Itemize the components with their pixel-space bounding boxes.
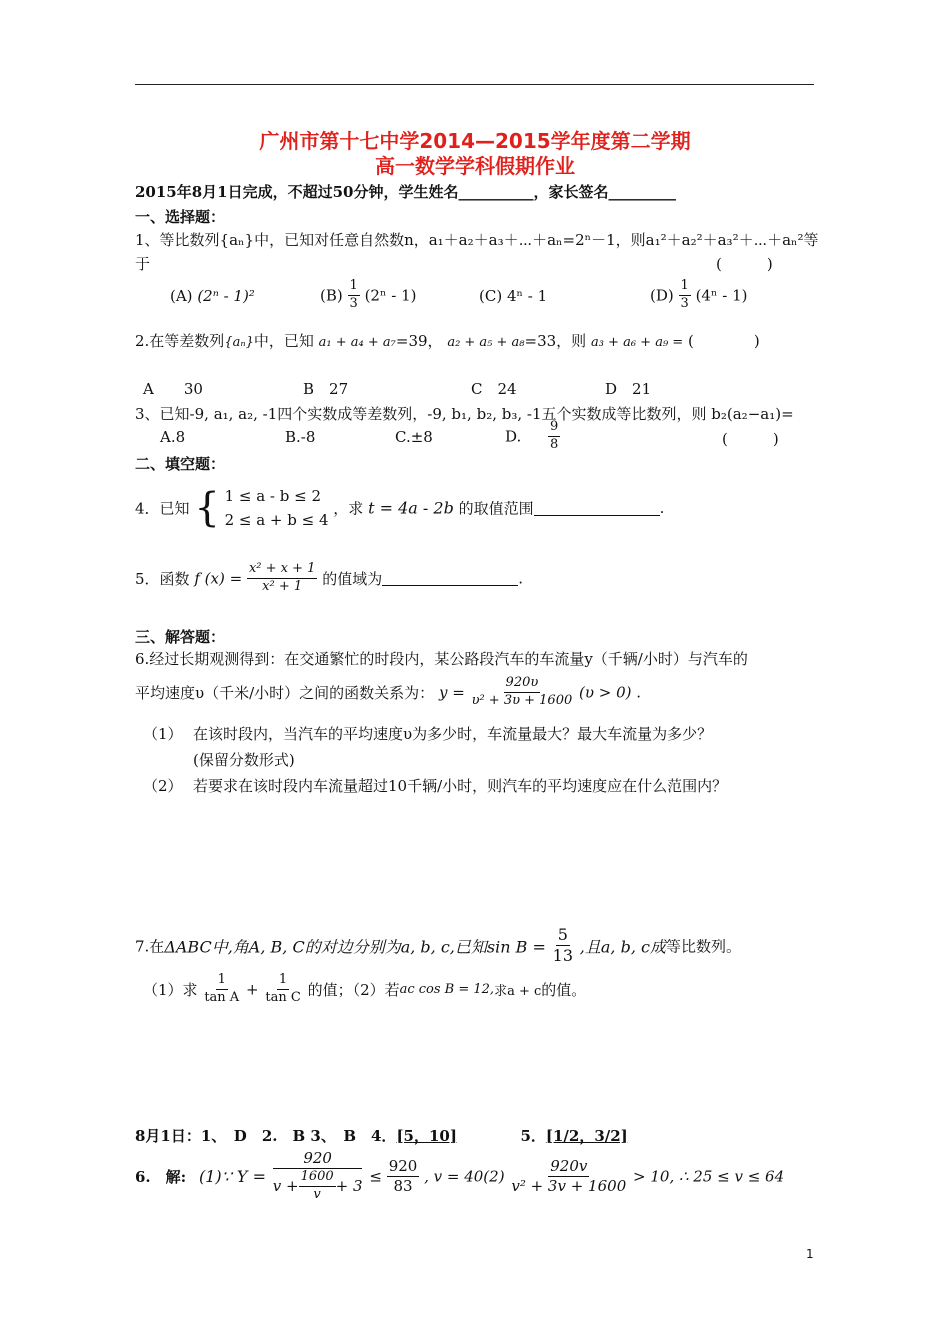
section-3-heading: 三、解答题： xyxy=(135,628,226,646)
q1-option-c: (C) 4ⁿ - 1 xyxy=(479,287,548,305)
q6-part-1-text: 在该时段内，当汽车的平均速度υ为多少时，车流量最大？最大车流量为多少？ xyxy=(193,725,713,743)
q2-option-a: A 30 xyxy=(143,380,203,398)
section-2-heading: 二、填空题： xyxy=(135,455,226,473)
header-line: 2015年8月1日完成，不超过50分钟，学生姓名__________，家长签名_________ xyxy=(135,183,676,201)
q3-option-c: C.±8 xyxy=(395,428,433,446)
q6-part-1-note: (保留分数形式) xyxy=(193,751,295,769)
q4-line: 4．已知 { 1 ≤ a - b ≤ 2 2 ≤ a + b ≤ 4 ，求 t = 4a - 2b 的取值范围 . xyxy=(135,485,665,531)
q3-option-b: B.-8 xyxy=(285,428,316,446)
q1-text-2: 于 xyxy=(135,255,151,273)
q5-answer-blank xyxy=(382,571,518,586)
section-1-heading: 一、选择题： xyxy=(135,208,226,226)
q4-inequality-2: 2 ≤ a + b ≤ 4 xyxy=(224,511,329,529)
q6-line-1: 6.经过长期观测得到：在交通繁忙的时段内，某公路段汽车的车流量y（千辆/小时）与汽车的 xyxy=(135,650,748,668)
q3-option-d: D. $\frac{9}{8}$ xyxy=(505,419,559,452)
q2-option-c: C 24 xyxy=(471,380,517,398)
q1-option-a: (A) (2ⁿ - 1)² xyxy=(170,287,255,305)
q3-option-a: A.8 xyxy=(160,428,186,446)
q6-line-2: 平均速度υ（千米/小时）之间的函数关系为： y = $\frac{920\upsilon}{\text{υ² + 3υ + 1600}}$ (υ > 0) . xyxy=(135,675,642,708)
q7-line-1: 7.在ΔABC中,角A, B, C的对边分别为a, b, c,已知sin B = $\frac{5}{13}$ ,且a, b, c成等比数列。 xyxy=(135,925,741,966)
answer-4: [5，10] xyxy=(396,1127,457,1145)
q7-line-2: （1）求 $\frac{1}{\text{tan A}}$ + $\frac{1}{\text{tan C}}$ 的值；（2）若ac cos B = 12,求a + c的值。 xyxy=(143,972,587,1005)
q1-option-b: (B) $\frac{1}{3}$ (2ⁿ - 1) xyxy=(320,278,417,311)
top-rule xyxy=(135,84,814,85)
q2-line: 2.在等差数列{aₙ}中，已知 a₁ + a₄ + a₇=39， a₂ + a₅ + a₈=33，则 a₃ + a₆ + a₉ = xyxy=(135,332,684,350)
answers-line-1: 8月1日：1、 D 2. B 3、 B 4．[5，10] 5．[1/2，3/2] xyxy=(135,1125,670,1146)
q4-inequality-1: 1 ≤ a - b ≤ 2 xyxy=(224,487,322,505)
q4-answer-blank xyxy=(534,501,660,516)
q3-text: 3、已知-9, a₁, a₂, -1四个实数成等差数列，-9, b₁, b₂, b₃, -1五个实数成等比数列，则 b₂(a₂−a₁)= xyxy=(135,405,794,423)
q6-part-2-number: （2） xyxy=(143,777,183,795)
answers-line-2: 6. 解: (1)∵ Y = 920 v + $\frac{1600}{v}$ + 3 ≤ $\frac{920}{83}$ , v = 40(2) $\frac{920v}{\text{v² + 3v + 1600}}$ > 10, ∴ 25 ≤ v ≤ 64 xyxy=(135,1149,785,1203)
q1-option-d: (D) $\frac{1}{3}$ (4ⁿ - 1) xyxy=(650,278,748,311)
answer-5: [1/2，3/2] xyxy=(545,1127,628,1145)
q3-answer-paren: ( ) xyxy=(722,430,779,448)
q2-option-b: B 27 xyxy=(303,380,349,398)
q5-line: 5．函数 f (x) = $\frac{\text{x² + x + 1}}{\text{x² + 1}}$ 的值域为 . xyxy=(135,561,523,594)
q6-part-2-text: 若要求在该时段内车流量超过10千辆/小时，则汽车的平均速度应在什么范围内？ xyxy=(193,777,728,795)
title-line-1: 广州市第十七中学2014—2015学年度第二学期 xyxy=(259,129,691,153)
q2-answer-paren: ( ) xyxy=(688,332,760,350)
title-line-2: 高一数学学科假期作业 xyxy=(375,154,575,178)
page-number: 1 xyxy=(806,1247,814,1261)
q1-answer-paren: ( ) xyxy=(716,255,773,273)
q6-part-1-number: （1） xyxy=(143,725,183,743)
q2-option-d: D 21 xyxy=(605,380,652,398)
q1-text: 1、等比数列{aₙ}中，已知对任意自然数n，a₁＋a₂＋a₃＋⋯＋aₙ=2ⁿ－1，则a₁²＋a₂²＋a₃²＋⋯＋aₙ²等 xyxy=(135,231,819,249)
